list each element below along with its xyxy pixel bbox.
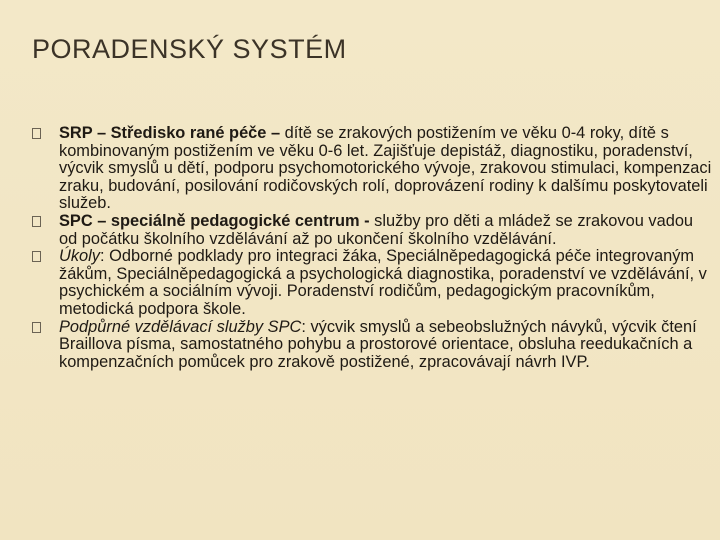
item-text-ukoly: : Odborné podklady pro integraci žáka, Speciálněpedagogická péče integrovaným žákům, Speciálněpedagogická a psychologická diagnostika, poradenství ve vzdělávání, v psychickém a sociálním vývoji. Poradenství rodičům, pedagogickým pracovníkům, metodická podpora škole. [59, 247, 707, 318]
square-bullet-icon [32, 251, 41, 262]
list-item-ukoly [32, 248, 712, 318]
square-bullet-icon [32, 322, 41, 333]
bullet-list [32, 125, 712, 371]
list-item-srp [32, 125, 712, 213]
list-item-podpurne [32, 319, 712, 372]
item-lead-srp: SRP – Středisko rané péče – [59, 124, 285, 142]
list-item-spc [32, 213, 712, 248]
slide-title: PORADENSKÝ SYSTÉM [32, 34, 347, 64]
item-lead-podpurne: Podpůrné vzdělávací služby SPC [59, 317, 302, 336]
item-lead-ukoly: Úkoly [59, 247, 100, 266]
item-text-spc: služby pro děti a mládež se zrakovou vadou od počátku školního vzdělávání až po ukončení školního vzdělávání. [59, 211, 694, 248]
square-bullet-icon [32, 128, 41, 139]
item-text-srp: dítě se zrakových postižením ve věku 0-4 roky, dítě s kombinovaným postižením ve věku 0-6 let. Zajišťuje depistáž, diagnostiku, poradenství, výcvik smyslů u dětí, podporu psychomotorického vývoje, zrakovou stimulaci, kompenzaci zraku, budování, posilování rodičovských rolí, doprovázení rodiny k dalšímu poskytovateli služeb. [59, 124, 712, 213]
item-text-podpurne: : výcvik smyslů a sebeobslužných návyků, výcvik čtení Braillova písma, samostatného pohybu a prostorové orientace, obsluha reedukačních a kompenzačních pomůcek pro zrakově postižené, zpracovávají návrh IVP. [59, 317, 697, 371]
square-bullet-icon [32, 216, 41, 227]
item-lead-spc: SPC – speciálně pedagogické centrum - [59, 211, 375, 230]
